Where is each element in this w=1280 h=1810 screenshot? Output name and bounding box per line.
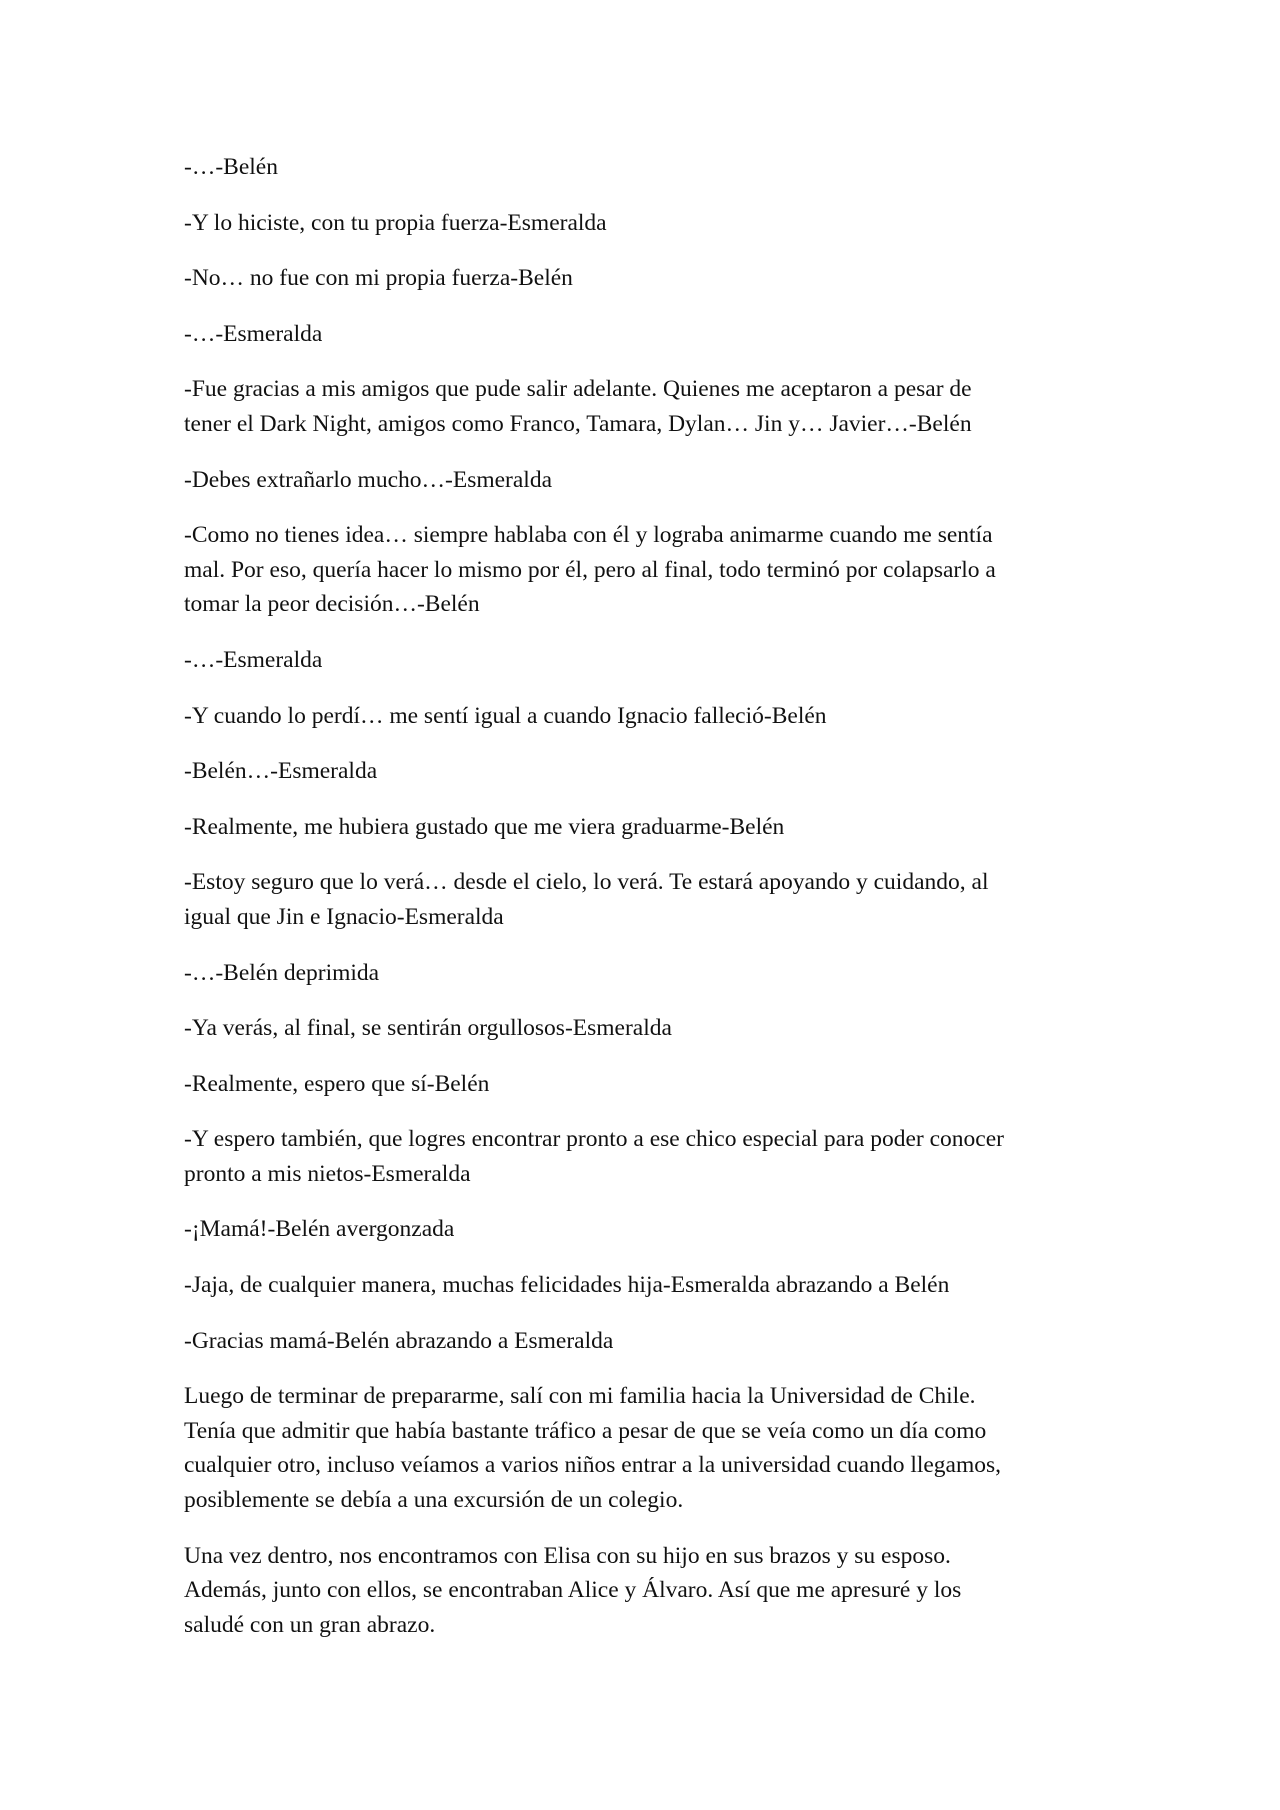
text-line: -Realmente, me hubiera gustado que me viera graduarme-Belén bbox=[184, 813, 785, 840]
text-line: -¡Mamá!-Belén avergonzada bbox=[184, 1216, 455, 1243]
text-line: igual que Jin e Ignacio-Esmeralda bbox=[184, 903, 504, 930]
text-line: -Belén…-Esmeralda bbox=[184, 758, 378, 785]
text-line: -…-Esmeralda bbox=[184, 646, 323, 673]
paragraph bbox=[184, 518, 1104, 622]
text-line: Tenía que admitir que había bastante tráfico a pesar de que se veía como un día como bbox=[184, 1417, 987, 1444]
text-line: tener el Dark Night, amigos como Franco, Tamara, Dylan… Jin y… Javier…-Belén bbox=[184, 410, 972, 437]
paragraph bbox=[184, 643, 1104, 678]
text-line: -Realmente, espero que sí-Belén bbox=[184, 1070, 490, 1097]
paragraph bbox=[184, 150, 1104, 185]
text-line: -Y espero también, que logres encontrar pronto a ese chico especial para poder conocer bbox=[184, 1126, 1004, 1153]
text-line: cualquier otro, incluso veíamos a varios niños entrar a la universidad cuando llegamos, bbox=[184, 1452, 1002, 1479]
text-line: tomar la peor decisión…-Belén bbox=[184, 591, 480, 618]
paragraph bbox=[184, 699, 1104, 734]
paragraph bbox=[184, 956, 1104, 991]
paragraph bbox=[184, 810, 1104, 845]
text-line: -Gracias mamá-Belén abrazando a Esmeralda bbox=[184, 1327, 614, 1354]
text-line: Además, junto con ellos, se encontraban Alice y Álvaro. Así que me apresuré y los bbox=[184, 1577, 962, 1604]
paragraph bbox=[184, 1324, 1104, 1359]
text-line: -…-Esmeralda bbox=[184, 320, 323, 347]
paragraph bbox=[184, 1067, 1104, 1102]
text-line: -Estoy seguro que lo verá… desde el cielo, lo verá. Te estará apoyando y cuidando, al bbox=[184, 869, 989, 896]
paragraph bbox=[184, 1212, 1104, 1247]
paragraph bbox=[184, 754, 1104, 789]
text-line: -Y lo hiciste, con tu propia fuerza-Esmeralda bbox=[184, 209, 607, 236]
text-line: Luego de terminar de prepararme, salí con mi familia hacia la Universidad de Chile. bbox=[184, 1383, 976, 1410]
text-line: saludé con un gran abrazo. bbox=[184, 1611, 436, 1638]
paragraph bbox=[184, 1268, 1104, 1303]
text-line: posiblemente se debía a una excursión de un colegio. bbox=[184, 1487, 684, 1514]
text-line: -Debes extrañarlo mucho…-Esmeralda bbox=[184, 466, 553, 493]
paragraph bbox=[184, 1379, 1104, 1517]
text-line: -Y cuando lo perdí… me sentí igual a cuando Ignacio falleció-Belén bbox=[184, 702, 827, 729]
text-line: -Jaja, de cualquier manera, muchas felicidades hija-Esmeralda abrazando a Belén bbox=[184, 1272, 950, 1299]
paragraph bbox=[184, 1122, 1104, 1191]
paragraph bbox=[184, 317, 1104, 352]
text-line: -…-Belén bbox=[184, 154, 278, 180]
text-line: -Ya verás, al final, se sentirán orgullosos-Esmeralda bbox=[184, 1015, 672, 1042]
paragraph bbox=[184, 261, 1104, 296]
paragraph bbox=[184, 372, 1104, 441]
text-line: mal. Por eso, quería hacer lo mismo por él, pero al final, todo terminó por colapsarlo a bbox=[184, 556, 996, 583]
text-line: -…-Belén deprimida bbox=[184, 959, 380, 986]
text-line: -No… no fue con mi propia fuerza-Belén bbox=[184, 265, 573, 292]
paragraph bbox=[184, 865, 1104, 934]
paragraph bbox=[184, 463, 1104, 498]
paragraph bbox=[184, 206, 1104, 241]
text-line: -Fue gracias a mis amigos que pude salir adelante. Quienes me aceptaron a pesar de bbox=[184, 376, 972, 403]
text-line: Una vez dentro, nos encontramos con Elisa con su hijo en sus brazos y su esposo. bbox=[184, 1542, 951, 1569]
paragraph bbox=[184, 1011, 1104, 1046]
document-page bbox=[184, 150, 1104, 1663]
text-line: pronto a mis nietos-Esmeralda bbox=[184, 1160, 471, 1187]
text-line: -Como no tienes idea… siempre hablaba con él y lograba animarme cuando me sentía bbox=[184, 522, 993, 549]
paragraph bbox=[184, 1539, 1104, 1643]
